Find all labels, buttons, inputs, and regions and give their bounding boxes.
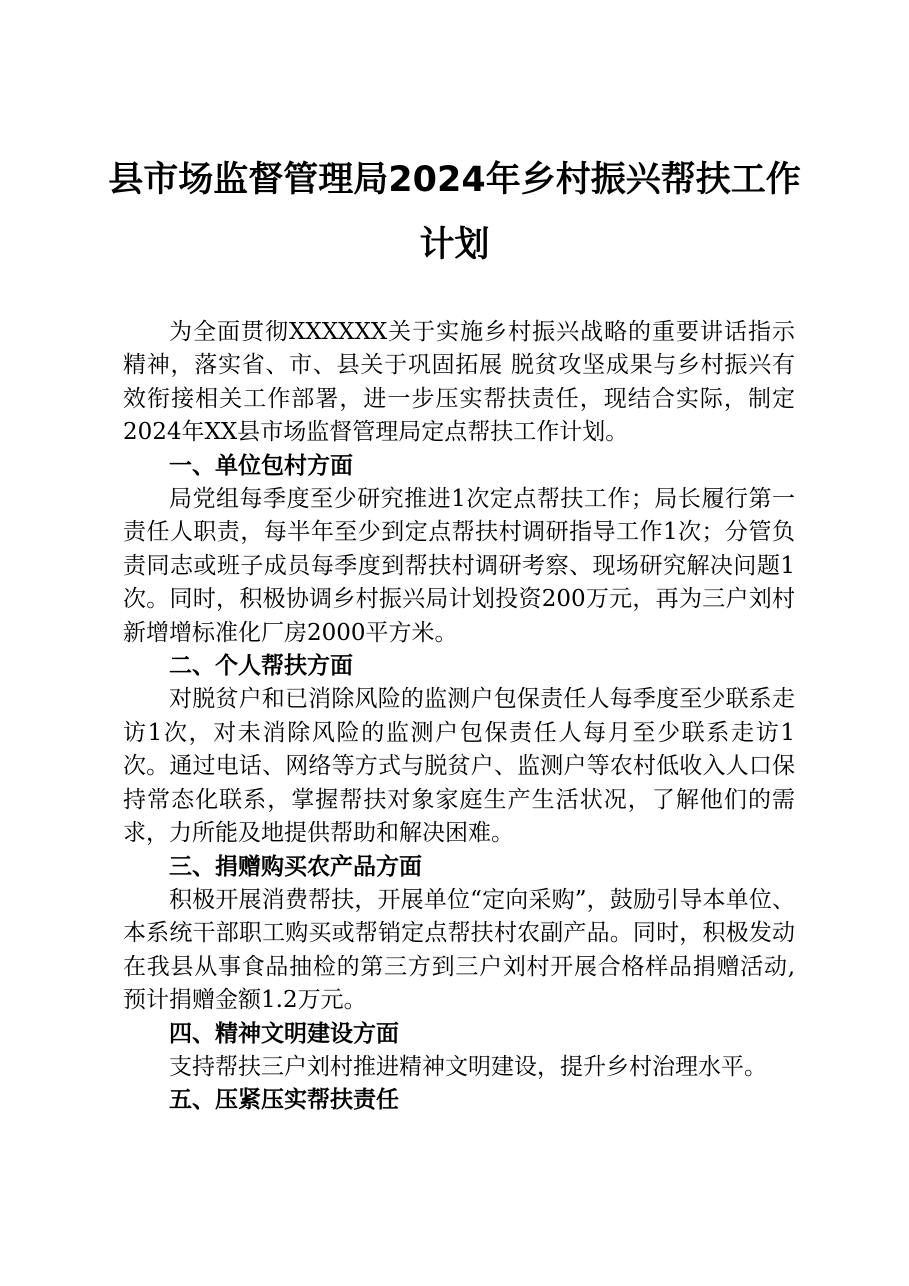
section-heading-5: 五、压紧压实帮扶责任 [169, 1087, 399, 1114]
section-1-paragraph: 局党组每季度至少研究推进1次定点帮扶工作；局长履行第一责任人职责，每半年至少到定点帮扶村调研指导工作1次；分管负责同志或班子成员每季度到帮扶村调研考察、现场研究解决问题1次。同时，积极协调乡村振兴局计划投资200万元，再为三户刘村新增增标准化厂房2000平方米。 [123, 486, 795, 646]
section-heading-4: 四、精神文明建设方面 [169, 1020, 399, 1047]
section-2-paragraph: 对脱贫户和已消除风险的监测户包保责任人每季度至少联系走访1次，对未消除风险的监测户包保责任人每月至少联系走访1次。通过电话、网络等方式与脱贫户、监测户等农村低收入人口保持常态化联系，掌握帮扶对象家庭生产生活状况，了解他们的需求，力所能及地提供帮助和解决困难。 [123, 686, 795, 847]
section-3-paragraph: 积极开展消费帮扶，开展单位“定向采购”，鼓励引导本单位、本系统干部职工购买或帮销定点帮扶村农副产品。同时，积极发动在我县从事食品抽检的第三方到三户刘村开展合格样品捐赠活动,预计捐赠金额1.2万元。 [123, 886, 795, 1014]
section-4-paragraph: 支持帮扶三户刘村推进精神文明建设，提升乡村治理水平。 [169, 1053, 767, 1080]
document-body [123, 316, 795, 1118]
document-title: 县市场监督管理局2024年乡村振兴帮扶工作计划 [108, 160, 801, 265]
intro-paragraph: 为全面贯彻XXXXXX关于实施乡村振兴战略的重要讲话指示精神，落实省、市、县关于巩固拓展 脱贫攻坚成果与乡村振兴有效衔接相关工作部署，进一步压实帮扶责任，现结合实际，制定2024年XX县市场监督管理局定点帮扶工作计划。 [123, 319, 795, 446]
section-heading-2: 二、个人帮扶方面 [169, 653, 353, 680]
section-heading-1: 一、单位包村方面 [169, 452, 353, 479]
section-heading-3: 三、捐赠购买农产品方面 [169, 853, 422, 880]
